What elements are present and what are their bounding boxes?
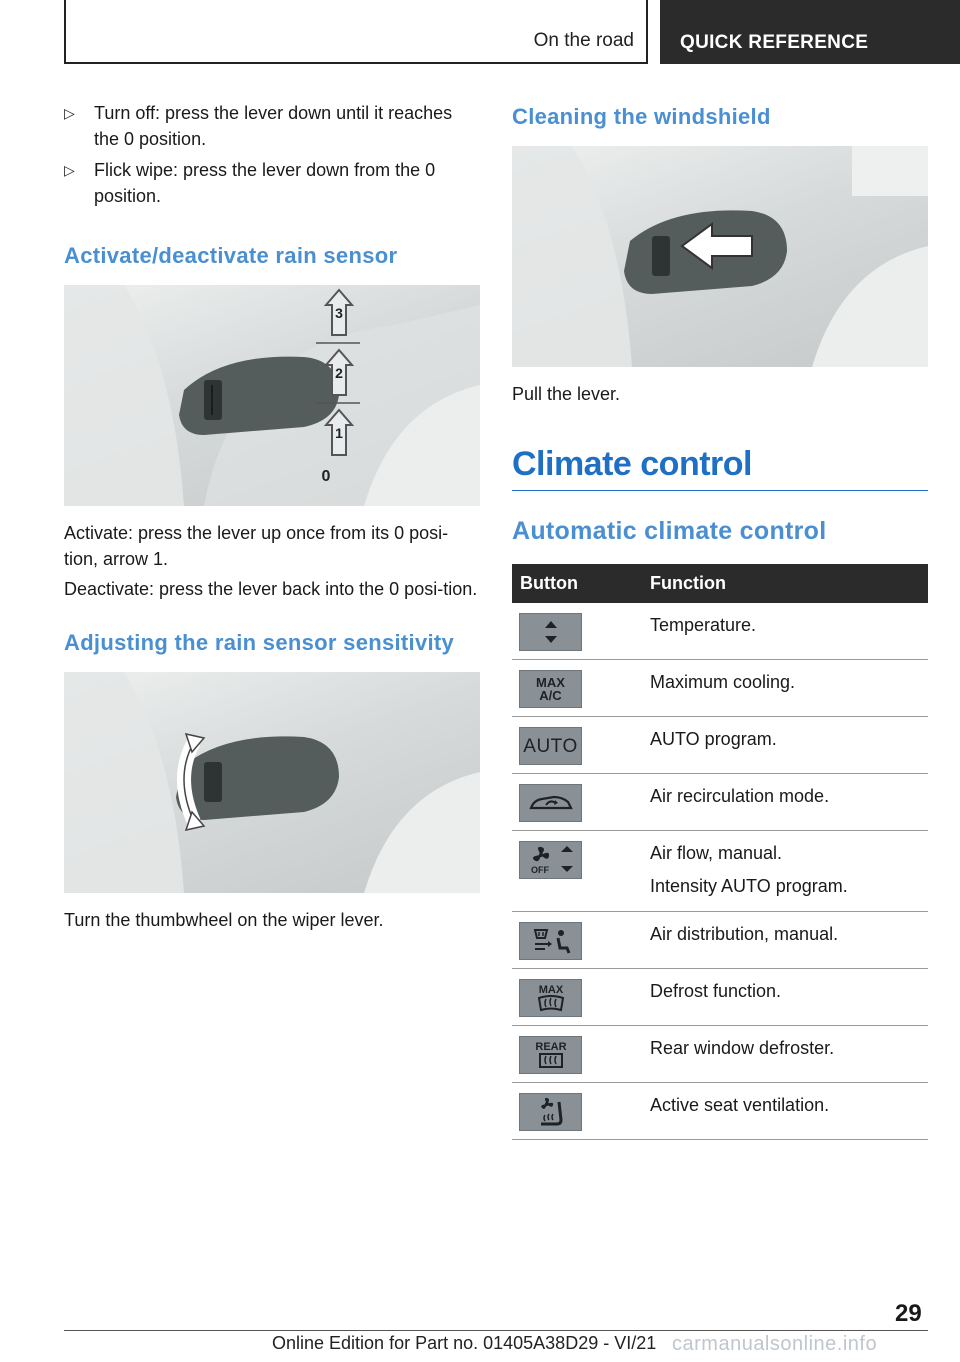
air-distribution-button[interactable] bbox=[519, 922, 582, 960]
auto-climate-heading: Automatic climate control bbox=[512, 517, 827, 545]
fan-button[interactable] bbox=[519, 841, 582, 879]
off-label: OFF bbox=[530, 865, 549, 875]
temperature-button[interactable] bbox=[519, 613, 582, 651]
sensitivity-figure bbox=[64, 672, 480, 893]
page-number: 29 bbox=[895, 1300, 922, 1327]
chapter-title-rule bbox=[512, 490, 928, 491]
air-distribution-icon bbox=[531, 926, 571, 956]
bullet-text: Flick wipe: press the lever down from the 0 position. bbox=[94, 160, 436, 206]
wiper-lever-pull-illustration bbox=[512, 146, 928, 367]
rear-defrost-button[interactable] bbox=[519, 1036, 582, 1074]
rear-label: REAR bbox=[534, 1041, 567, 1053]
function-text: Rear window defroster. bbox=[650, 1026, 928, 1083]
right-column bbox=[512, 100, 928, 1140]
table-row bbox=[512, 1083, 928, 1140]
function-text: Air recirculation mode. bbox=[650, 774, 928, 831]
defrost-button[interactable] bbox=[519, 979, 582, 1017]
ac-label: A/C bbox=[539, 688, 562, 703]
wiper-lever-up-illustration bbox=[64, 285, 480, 506]
table-row bbox=[512, 912, 928, 969]
triangle-bullet-icon: ▷ bbox=[64, 162, 75, 178]
rain-sensor-activate-text: Activate: press the lever up once from its 0 posi-tion, arrow 1. bbox=[64, 523, 449, 569]
thumbwheel-illustration bbox=[64, 672, 480, 893]
temperature-arrows-icon bbox=[541, 618, 561, 646]
table-row bbox=[512, 717, 928, 774]
sensitivity-heading: Adjusting the rain sensor sensitivity bbox=[64, 630, 455, 655]
recirculation-button[interactable] bbox=[519, 784, 582, 822]
max-ac-button[interactable] bbox=[519, 670, 582, 708]
rain-sensor-figure bbox=[64, 285, 480, 506]
climate-table bbox=[512, 564, 928, 1140]
triangle-bullet-icon: ▷ bbox=[64, 105, 75, 121]
chapter-title: Climate control bbox=[512, 445, 752, 483]
windshield-text: Pull the lever. bbox=[512, 384, 621, 404]
footer-rule bbox=[64, 1330, 928, 1331]
figure-label: 0 bbox=[321, 468, 331, 485]
bullet-text: Turn off: press the lever down until it reaches the 0 position. bbox=[94, 103, 453, 149]
rear-defrost-icon bbox=[531, 1039, 571, 1071]
max-label: MAX bbox=[538, 984, 563, 996]
seat-ventilation-button[interactable] bbox=[519, 1093, 582, 1131]
function-text: Air distribution, manual. bbox=[650, 912, 928, 969]
column-header-function: Function bbox=[650, 564, 928, 603]
function-text: Temperature. bbox=[650, 603, 928, 660]
header-section-title: On the road bbox=[533, 30, 634, 51]
rain-sensor-heading: Activate/deactivate rain sensor bbox=[64, 243, 398, 268]
footer-edition: Online Edition for Part no. 01405A38D29 - VI/21 bbox=[272, 1333, 657, 1353]
seat-ventilation-icon bbox=[531, 1096, 571, 1128]
table-row bbox=[512, 1026, 928, 1083]
windshield-figure bbox=[512, 146, 928, 367]
table-row bbox=[512, 831, 928, 912]
watermark: carmanualsonline.info bbox=[672, 1333, 878, 1355]
windshield-heading: Cleaning the windshield bbox=[512, 104, 771, 129]
column-header-button: Button bbox=[512, 564, 650, 603]
figure-label: 1 bbox=[335, 425, 343, 441]
sensitivity-text: Turn the thumbwheel on the wiper lever. bbox=[64, 910, 384, 930]
rain-sensor-deactivate-text: Deactivate: press the lever back into the 0 posi-tion. bbox=[64, 579, 478, 599]
function-text: Defrost function. bbox=[650, 969, 928, 1026]
fan-off-icon bbox=[527, 844, 575, 876]
table-row bbox=[512, 774, 928, 831]
function-text: Air flow, manual. bbox=[650, 843, 783, 863]
header-chapter-title: QUICK REFERENCE bbox=[680, 32, 869, 53]
left-column bbox=[64, 100, 480, 933]
function-text: Intensity AUTO program. bbox=[650, 876, 848, 896]
table-row bbox=[512, 603, 928, 660]
auto-button[interactable] bbox=[519, 727, 582, 765]
max-ac-icon: MAX bbox=[536, 675, 565, 690]
air-recirculation-icon bbox=[528, 791, 574, 815]
defrost-max-icon bbox=[531, 982, 571, 1014]
table-row bbox=[512, 660, 928, 717]
function-text: Active seat ventilation. bbox=[650, 1083, 928, 1140]
figure-label: 3 bbox=[335, 305, 343, 321]
function-text: Maximum cooling. bbox=[650, 660, 928, 717]
function-text: AUTO program. bbox=[650, 717, 928, 774]
table-row bbox=[512, 969, 928, 1026]
header-chapter-tab[interactable] bbox=[660, 0, 960, 64]
auto-icon: AUTO bbox=[523, 735, 578, 757]
bullet-item bbox=[64, 157, 480, 209]
figure-label: 2 bbox=[335, 365, 343, 381]
bullet-item bbox=[64, 100, 480, 152]
header-section-box bbox=[64, 0, 648, 64]
table-header-row bbox=[512, 564, 928, 603]
